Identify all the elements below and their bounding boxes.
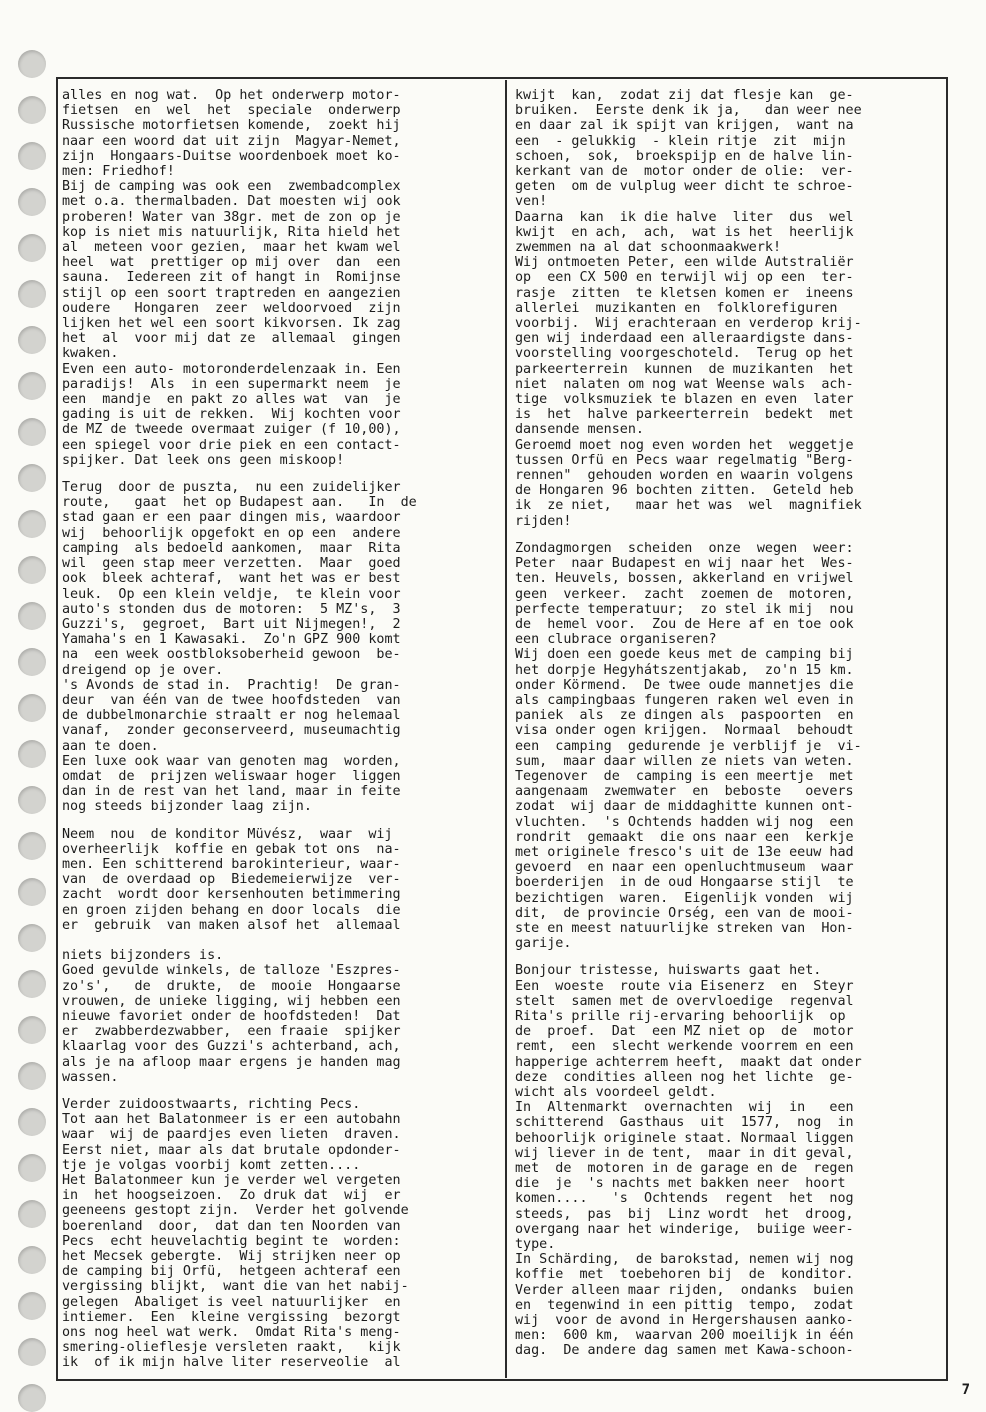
text-line: auto's stonden dus de motoren: 5 MZ's, 3 [62, 601, 401, 617]
punch-hole [18, 740, 46, 768]
punch-hole [18, 1246, 46, 1274]
text-line: paniek als ze dingen als paspoorten en [515, 708, 854, 724]
text-line: boerenland door, dat dan ten Noorden van [62, 1218, 401, 1234]
text-line: rijden! [515, 513, 572, 529]
text-line: wij voor de avond in Hergershausen aanko- [515, 1313, 854, 1329]
text-line: vrouwen, de unieke ligging, wij hebben een [62, 993, 401, 1009]
text-line: als je na afloop maar ergens je handen mag [62, 1054, 401, 1070]
text-line: Pecs echt heuvelachtig begint te worden: [62, 1233, 401, 1249]
text-line: wil geen stap meer verzetten. Maar goed [62, 556, 401, 572]
text-line: een camping gedurende je verblijf je vi- [515, 738, 862, 754]
paragraph [515, 647, 943, 951]
text-line: op een CX 500 en terwijl wij op een ter- [515, 270, 854, 286]
text-line: Bonjour tristesse, huiswarts gaat het. [515, 963, 822, 979]
text-line: Peter naar Budapest en wij naar het Wes- [515, 556, 854, 572]
text-line: rennen" gehouden worden en waarin volgens [515, 468, 854, 484]
text-line: rasje zitten te kletsen komen er ineens [515, 285, 854, 301]
text-line: remt, een slecht werkende voorrem en een [515, 1039, 854, 1055]
text-line: ik ze niet, maar het was wel magnifiek [515, 498, 862, 514]
text-line: Verder alleen maar rijden, ondanks buien [515, 1282, 854, 1298]
text-line: zwemmen na al dat schoonmaakwerk! [515, 240, 782, 256]
text-line: allerlei muzikanten en folklorefiguren [515, 300, 838, 316]
text-line: al meteen voor gezien, maar het kwam wel [62, 240, 401, 256]
page-number: 7 [961, 1382, 970, 1398]
text-line: leuk. Op een klein veldje, te klein voor [62, 586, 401, 602]
text-line: boerderijen in de oud Hongaarse stijl te [515, 875, 854, 891]
text-line: Goed gevulde winkels, de talloze 'Eszpres- [62, 963, 401, 979]
text-line: er gebruik van maken alsof het allemaal [62, 917, 401, 933]
text-line: geen verkeer. zacht zoemen de motoren, [515, 586, 854, 602]
text-line: en tegenwind in een pittig tempo, zodat [515, 1297, 854, 1313]
text-line: ons nog heel wat werk. Omdat Rita's meng- [62, 1325, 401, 1341]
text-line: camping als bedoeld aankomen, maar Rita [62, 540, 401, 556]
text-line: wicht als voordeel geldt. [515, 1085, 717, 1100]
text-line: de MZ de tweede overmaat zuiger (f 10,00), [62, 422, 401, 438]
punch-hole [18, 1062, 46, 1090]
text-line: kwijt en ach, ach, wat is het heerlijk [515, 224, 854, 240]
punch-hole [18, 556, 46, 584]
text-line: niet nalaten om nog wat Weense wals ach- [515, 376, 854, 392]
text-line: men: 600 km, waarvan 200 moeilijk in één [515, 1328, 854, 1344]
text-line: kwaken. [62, 346, 119, 362]
text-line: aangenaam zwemwater en beboste oevers [515, 784, 854, 800]
text-line: tige volksmuziek te blazen en even later [515, 392, 854, 408]
text-line: een spiegel voor drie piek en een contact- [62, 437, 401, 453]
text-line: koffie met toebehoren bij de konditor. [515, 1267, 854, 1283]
text-line: dansende mensen. [515, 422, 644, 438]
text-line: stijl op een soort traptreden en aangezien [62, 285, 401, 301]
text-line: wassen. [62, 1069, 119, 1085]
text-line: visa onder ogen krijgen. Normaal behoudt [515, 723, 854, 739]
punch-holes [18, 50, 48, 1402]
text-line: ik of ik mijn halve liter reserveolie al [62, 1355, 401, 1371]
text-line: spijker. Dat leek ons geen miskoop! [62, 452, 345, 468]
text-line: type. [515, 1237, 556, 1253]
text-line: bruiken. Eerste denk ik ja, dan weer nee [515, 103, 862, 119]
text-line: stelt samen met de overvloedige regenval [515, 993, 854, 1009]
text-line: dit, de provincie Orség, een van de mooi- [515, 905, 854, 921]
text-line: Daarna kan ik die halve liter dus wel [515, 209, 854, 225]
punch-hole [18, 1154, 46, 1182]
text-line: Tegenover de camping is een meertje met [515, 768, 854, 784]
text-line: zodat wij daar de middaghitte kunnen ont- [515, 799, 854, 815]
text-line: Even een auto- motoronderdelenzaak in. Een [62, 361, 401, 377]
text-line: dan in de rest van het land, maar in feite [62, 784, 401, 800]
text-line: Bij de camping was ook een zwembadcomplex [62, 179, 401, 195]
punch-hole [18, 188, 46, 216]
text-line: de dubbelmonarchie straalt er nog helemaal [62, 708, 401, 724]
text-line: proberen! Water van 38gr. met de zon op je [62, 209, 401, 225]
text-line: kop is niet mis natuurlijk, Rita hield het [62, 224, 401, 240]
paragraph [62, 1112, 498, 1173]
punch-hole [18, 1016, 46, 1044]
text-line: sum, maar daar willen ze niets van weten. [515, 753, 854, 769]
text-line: omdat de prijzen weliswaar hoger liggen [62, 768, 401, 784]
punch-hole [18, 648, 46, 676]
text-line: smering-olieflesje versleten raakt, kijk [62, 1340, 401, 1356]
text-line: intiemer. Een kleine vergissing bezorgt [62, 1309, 401, 1325]
text-line: geten om de vulplug weer dicht te schroe- [515, 179, 854, 195]
text-line: dreigend op je over. [62, 662, 224, 678]
bleed-through [120, 6, 926, 26]
text-line: route, gaat het op Budapest aan. In de [62, 495, 417, 511]
text-line: men: Friedhof! [62, 164, 175, 180]
text-line: na een week oostbloksoberheid gewoon be- [62, 647, 401, 663]
text-line: geeneens gestopt zijn. Verder het golvende [62, 1203, 409, 1219]
paragraph [62, 827, 498, 964]
text-line: waar wij de paardjes even lieten draven. [62, 1127, 401, 1143]
paragraph [515, 979, 943, 1101]
text-line: Geroemd moet nog even worden het weggetje [515, 437, 854, 453]
text-line: kwijt kan, zodat zij dat flesje kan ge- [515, 88, 854, 103]
text-line: en daar zal ik spijt van krijgen, want na [515, 118, 854, 134]
punch-hole [18, 1384, 46, 1412]
text-line: Het Balatonmeer kun je verder wel vergeten [62, 1173, 401, 1189]
text-line: ook bleek achteraf, want het was er best [62, 571, 401, 587]
left-column [62, 88, 498, 1378]
paragraph [515, 1100, 943, 1252]
text-line: men. Een schitterend barokinterieur, waar- [62, 856, 401, 872]
punch-hole [18, 280, 46, 308]
text-line: niets bijzonders is. [62, 948, 224, 964]
punch-hole [18, 372, 46, 400]
punch-hole [18, 1108, 46, 1136]
text-line: ven! [515, 194, 548, 210]
punch-hole [18, 50, 46, 78]
paragraph [515, 210, 943, 256]
text-line: Een woeste route via Eisenerz en Steyr [515, 978, 854, 994]
text-line: het al voor mij dat ze allemaal gingen [62, 331, 401, 347]
text-line: met originele fresco's uit de 13e eeuw had [515, 844, 854, 860]
punch-hole [18, 924, 46, 952]
paragraph [515, 438, 943, 529]
text-line: gevoerd en naar een openluchtmuseum waar [515, 860, 854, 876]
text-line: Yamaha's en 1 Kawasaki. Zo'n GPZ 900 komt [62, 632, 401, 648]
text-line: in het hoogseizoen. Zo druk dat wij er [62, 1188, 401, 1204]
paragraph [62, 179, 498, 361]
text-line: oudere Hongaren zeer weldoorvoed zijn [62, 300, 401, 316]
text-line: vluchten. 's Ochtends hadden wij nog een [515, 814, 854, 830]
paragraph [515, 88, 943, 210]
text-line: sauna. Iedereen zit of hangt in Romijnse [62, 270, 401, 286]
text-line: steeds, pas bij Linz wordt het droog, [515, 1206, 854, 1222]
paragraph [62, 480, 498, 678]
punch-hole [18, 464, 46, 492]
text-line: voorstelling voorgeschoteld. Terug op het [515, 346, 854, 362]
paragraph [515, 1252, 943, 1358]
text-line: een clubrace organiseren? [515, 632, 717, 648]
text-line: Guzzi's, gegroet, Bart uit Nijmegen!, 2 [62, 616, 401, 632]
text-line: gading is uit de rekken. Wij kochten voor [62, 407, 401, 423]
text-line: paradijs! Als in een supermarkt neem je [62, 376, 401, 392]
text-line: stad gaan er een paar dingen mis, waardoor [62, 510, 401, 526]
text-line: rondrit gemaakt die ons naar een kerkje [515, 829, 854, 845]
punch-hole [18, 510, 46, 538]
punch-hole [18, 1292, 46, 1320]
punch-hole [18, 418, 46, 446]
text-line: wij behoorlijk opgefokt en op een andere [62, 525, 401, 541]
right-column [515, 88, 943, 1378]
text-line: behoorlijk originele staat. Normaal liggen [515, 1130, 854, 1146]
paragraph [62, 88, 498, 179]
text-line: Eerst niet, maar als dat brutale opdonder- [62, 1142, 401, 1158]
text-line: met o.a. thermalbaden. Dat moesten wij ook [62, 194, 401, 210]
text-line: garije. [515, 936, 572, 952]
text-line: de camping bij Orfü, hetgeen achteraf een [62, 1264, 401, 1280]
text-line: gelegen Abaliget is veel natuurlijker en [62, 1294, 401, 1310]
text-line: ste en meest natuurlijke streken van Hon- [515, 920, 854, 936]
text-line: Rita's prille rij-ervaring behoorlijk op [515, 1008, 846, 1024]
paragraph [62, 362, 498, 468]
text-line: dag. De andere dag samen met Kawa-schoon- [515, 1343, 854, 1359]
text-line: In Schärding, de barokstad, nemen wij nog [515, 1252, 854, 1268]
text-line: nieuwe favoriet onder de hoofdsteden! Dat [62, 1008, 401, 1024]
text-line: In Altenmarkt overnachten wij in een [515, 1100, 854, 1116]
text-line: voorbij. Wij erachteraan en verderop krij- [515, 316, 862, 332]
text-line: en groen zijden behang en door locals die [62, 902, 401, 918]
text-line: naar een woord dat uit zijn Magyar-Nemet, [62, 133, 401, 149]
paragraph [515, 963, 943, 978]
text-line: Russische motorfietsen komende, zoekt hij [62, 118, 401, 134]
punch-hole [18, 96, 46, 124]
text-line: happerige achterrem heeft, maakt dat onder [515, 1054, 862, 1070]
text-line: is het halve parkeerterrein bedekt met [515, 407, 854, 423]
text-line: Neem nou de konditor Müvész, waar wij [62, 826, 393, 842]
punch-hole [18, 326, 46, 354]
text-line: de hemel voor. Zou de Here af en toe ook [515, 616, 854, 632]
text-line: bezichtigen waren. Eigenlijk vonden wij [515, 890, 854, 906]
text-line: Terug door de puszta, nu een zuidelijker [62, 480, 401, 496]
text-line: als campingbaas fungeren raken wel even in [515, 692, 854, 708]
text-line: Zondagmorgen scheiden onze wegen weer: [515, 540, 854, 556]
text-line: klaarlag voor des Guzzi's achterband, ach, [62, 1039, 401, 1055]
text-line [62, 933, 498, 948]
text-line: gen wij inderdaad een alleraardigste dans- [515, 331, 854, 347]
text-line: Een luxe ook waar van genoten mag worden, [62, 753, 401, 769]
text-line: heel wat prettiger op mij over dan een [62, 255, 401, 271]
punch-hole [18, 878, 46, 906]
text-line: een mandje en pakt zo alles wat van je [62, 392, 401, 408]
paragraph [515, 255, 943, 437]
text-line: parkeerterrein kunnen de muzikanten het [515, 361, 854, 377]
text-line: het Mecsek gebergte. Wij strijken neer op [62, 1249, 401, 1265]
column-divider [505, 80, 507, 1378]
punch-hole [18, 832, 46, 860]
punch-hole [18, 786, 46, 814]
text-line: lijken het wel een soort kikvorsen. Ik zag [62, 316, 401, 332]
text-line: Verder zuidoostwaarts, richting Pecs. [62, 1097, 361, 1112]
text-line: Tot aan het Balatonmeer is er een autobahn [62, 1112, 401, 1128]
text-line: onder Körmend. De twee oude mannetjes die [515, 677, 854, 693]
text-line: deur van één van de twee hoofdsteden van [62, 692, 401, 708]
text-line: perfecte temperatuur; zo stel ik mij nou [515, 601, 854, 617]
text-line: het dorpje Hegyhátszentjakab, zo'n 15 km. [515, 662, 854, 678]
text-line: 's Avonds de stad in. Prachtig! De gran- [62, 677, 401, 693]
text-line: zo's', de drukte, de mooie Hongaarse [62, 978, 401, 994]
punch-hole [18, 694, 46, 722]
punch-hole [18, 970, 46, 998]
text-line: schoen, sok, broekspijp en de halve lin- [515, 148, 854, 164]
text-line: kerkant van de motor onder de olie: ver- [515, 164, 854, 180]
text-line: tussen Orfü en Pecs waar regelmatig "Berg- [515, 452, 854, 468]
text-line: fietsen en wel het speciale onderwerp [62, 103, 401, 119]
text-line: komen.... 's Ochtends regent het nog [515, 1191, 854, 1207]
text-line: vergissing blijkt, want die van het nabij- [62, 1279, 409, 1295]
punch-hole [18, 234, 46, 262]
text-line: met de motoren in de garage en de regen [515, 1161, 854, 1177]
text-line: die je 's nachts met bakken neer hoort [515, 1176, 846, 1192]
text-line: Wij doen een goede keus met de camping bij [515, 647, 854, 663]
text-line: overgang naar het winderige, buiige weer- [515, 1221, 854, 1237]
paragraph [62, 1097, 498, 1112]
text-line: van de overdaad op Biedemeierwijze ver- [62, 872, 401, 888]
punch-hole [18, 602, 46, 630]
text-line: overheerlijk koffie en gebak tot ons na- [62, 841, 401, 857]
text-line: aan te doen. [62, 738, 159, 754]
punch-hole [18, 1338, 46, 1366]
text-line: schitterend Gasthaus uit 1577, nog in [515, 1115, 854, 1131]
text-line: ten. Heuvels, bossen, akkerland en vrijwel [515, 571, 854, 587]
punch-hole [18, 1200, 46, 1228]
paragraph [62, 1173, 498, 1371]
text-line: deze condities alleen nog het lichte ge- [515, 1069, 854, 1085]
punch-hole [18, 142, 46, 170]
text-line: zacht wordt door kersenhouten betimmering [62, 887, 401, 903]
text-line: alles en nog wat. Op het onderwerp motor- [62, 88, 401, 103]
text-line: zijn Hongaars-Duitse woordenboek moet ko- [62, 148, 401, 164]
text-line: een - gelukkig - klein ritje zit mijn [515, 133, 846, 149]
text-line: wij liever in de tent, maar in dit geval, [515, 1145, 854, 1161]
text-line: tje je volgas voorbij komt zetten.... [62, 1157, 361, 1173]
text-line: de proef. Dat een MZ niet op de motor [515, 1024, 854, 1040]
text-line: Wij ontmoeten Peter, een wilde Autstraliër [515, 255, 854, 271]
text-line: de Hongaren 96 bochten zitten. Geteld heb [515, 483, 854, 499]
text-line: er zwabberdezwabber, een fraaie spijker [62, 1024, 401, 1040]
text-line: nog steeds bijzonder laag zijn. [62, 799, 312, 815]
paragraph [62, 963, 498, 1085]
paragraph [515, 541, 943, 647]
text-line: vanaf, zonder geconserveerd, museumachtig [62, 723, 401, 739]
paragraph [62, 754, 498, 815]
paragraph [62, 678, 498, 754]
